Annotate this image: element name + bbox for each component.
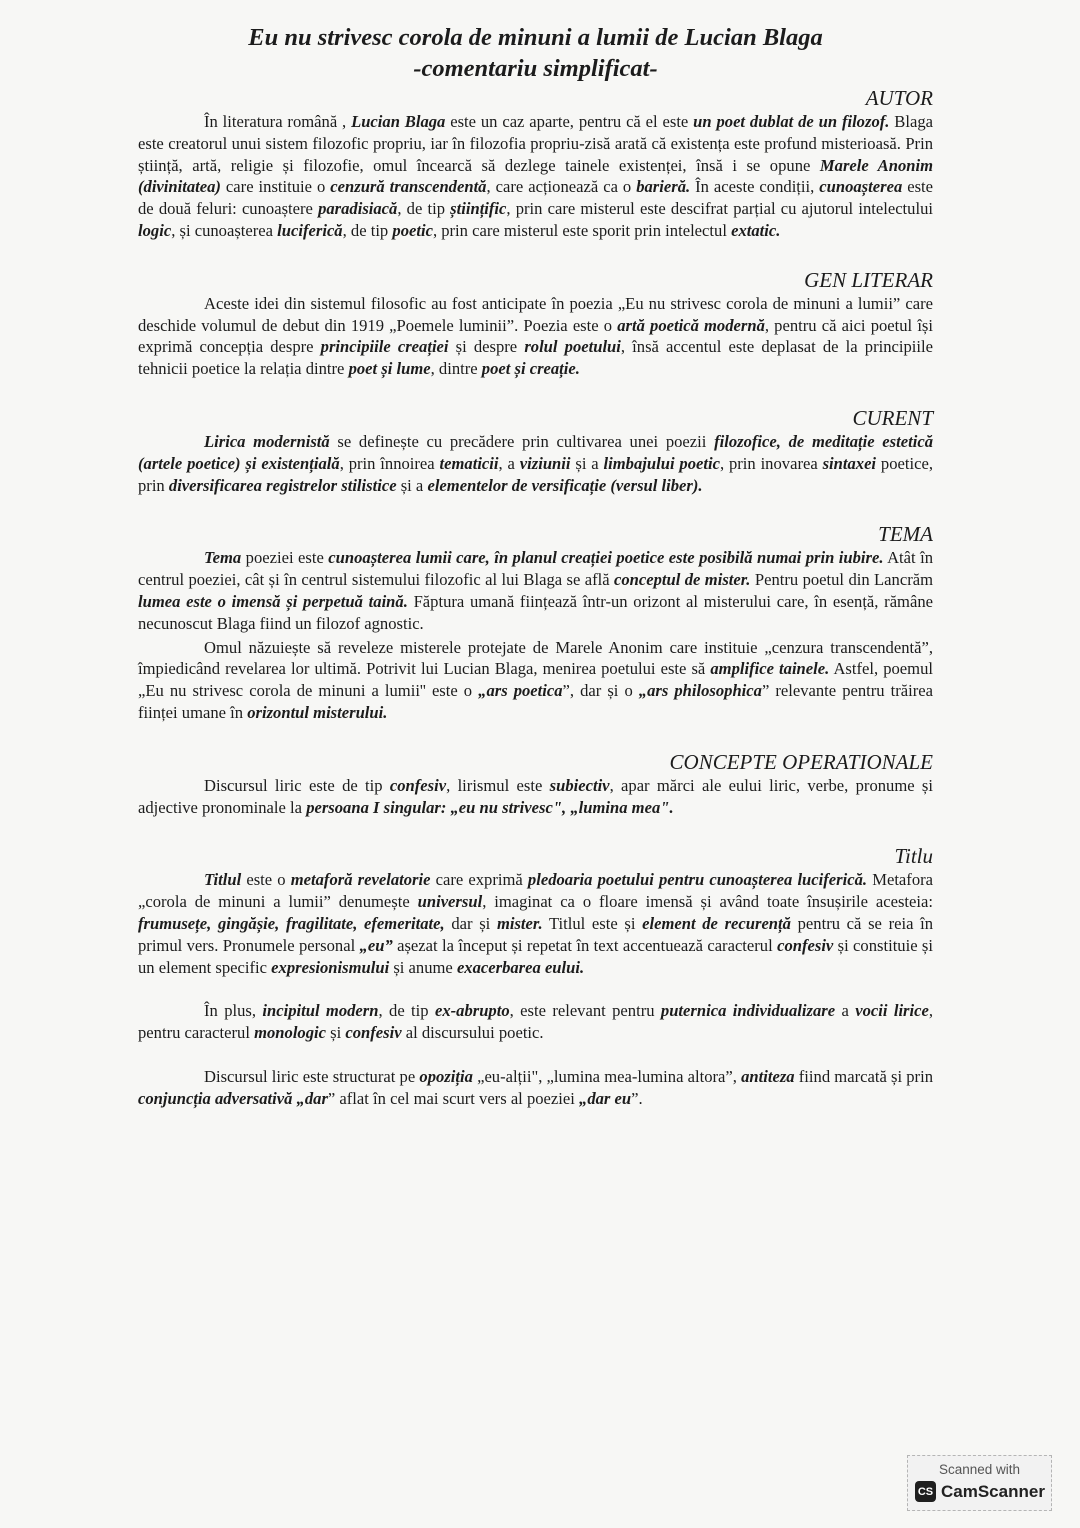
text-run: , de tip <box>378 1001 435 1021</box>
emphasized-text: conceptul de mister. <box>613 570 751 590</box>
paragraph-titlu-1 <box>138 869 933 978</box>
text-run: și <box>326 1023 346 1043</box>
camscanner-brand-name: CamScanner <box>941 1481 1045 1501</box>
text-run: , imaginat ca o floare imensă și având toate însușirile acesteia: <box>482 892 933 912</box>
text-run: Aceste idei din sistemul filosofic au fost anticipate în poezia „Eu nu strivesc corola de minuni a lumii” care deschide volumul de debut din 1919 „Poemele luminii”. Poezia este o <box>138 293 933 335</box>
text-run: poetice, prin <box>138 453 933 495</box>
text-run: este o <box>241 870 291 890</box>
emphasized-text: un poet dublat de un filozof. <box>693 112 890 131</box>
emphasized-text: paradisiacă <box>318 199 398 219</box>
text-run: așezat la început și repetat în text accentuează caracterul <box>392 935 778 955</box>
text-run: În literatura română , <box>204 112 352 131</box>
emphasized-text: subiectiv <box>549 775 610 795</box>
emphasized-text: puternica individualizare <box>660 1001 836 1021</box>
text-run: este de două feluri: cunoaștere <box>138 177 934 219</box>
text-run: , apar mărci ale eului liric, verbe, pronume și adjective pronominale la <box>138 775 934 817</box>
emphasized-text: cunoașterea <box>819 177 903 197</box>
section-heading-gen-literar: GEN LITERAR <box>804 267 933 292</box>
emphasized-text: persoana I singular: „eu nu strivesc", „lumina mea". <box>306 797 674 817</box>
section-autor <box>138 86 933 242</box>
text-run: , de tip <box>342 220 393 240</box>
text-run: ”, dar și o <box>562 681 639 701</box>
emphasized-text: Tema <box>204 548 242 568</box>
text-run: Pentru poetul din Lancrăm <box>750 570 934 590</box>
paragraph-tema-2 <box>138 637 933 724</box>
emphasized-text: luciferică <box>277 220 343 240</box>
text-run: care exprimă <box>430 870 528 890</box>
text-run: poeziei este <box>241 548 329 568</box>
text-run: a <box>835 1001 856 1021</box>
text-run: Metafora „corola de minuni a lumii” denumește <box>138 870 934 912</box>
emphasized-text: extatic. <box>731 220 781 240</box>
section-heading-concepte: CONCEPTE OPERATIONALE <box>669 749 933 774</box>
text-run: , care acționează ca o <box>486 177 637 197</box>
text-run: care instituie o <box>220 177 331 197</box>
emphasized-text: element de recurență <box>642 913 791 933</box>
title-line-1: Eu nu strivesc corola de minuni a lumii de Lucian Blaga <box>248 24 823 51</box>
emphasized-text: poetic <box>392 220 433 240</box>
text-run: , a <box>498 453 520 473</box>
emphasized-text: confesiv <box>389 775 447 795</box>
text-run: , pentru că aici poetul își exprimă concepția despre <box>138 315 933 357</box>
text-run: și a <box>570 453 604 473</box>
text-run: , pentru caracterul <box>138 1001 934 1043</box>
emphasized-text: limbajului poetic <box>603 453 720 473</box>
text-run: și a <box>396 475 428 495</box>
emphasized-text: antiteza <box>741 1066 795 1086</box>
text-run: În aceste condiții, <box>690 177 820 197</box>
text-run: , însă accentul este deplasat de la principiile tehnicii poetice la relația dintre <box>138 337 933 379</box>
text-run: , prin înnoirea <box>339 453 440 473</box>
emphasized-text: logic <box>138 220 172 240</box>
document-title <box>138 22 933 84</box>
text-run: În plus, <box>204 1001 263 1021</box>
title-line-2: -comentariu simplificat- <box>413 55 658 82</box>
emphasized-text: cenzură transcendentă <box>330 177 487 197</box>
text-run: , lirismul este <box>446 775 550 795</box>
paragraph-tema-1 <box>138 547 933 634</box>
emphasized-text: universul <box>417 892 483 912</box>
text-run: , este relevant pentru <box>509 1001 661 1021</box>
paragraph-curent <box>138 431 933 496</box>
emphasized-text: exacerbarea eului. <box>456 957 585 977</box>
text-run: ” relevante pentru trăirea ființei umane în <box>138 681 934 722</box>
text-run: Discursul liric este de tip <box>204 775 390 795</box>
text-run: al discursului poetic. <box>401 1023 544 1043</box>
emphasized-text: lumea este o imensă și perpetuă taină. <box>138 591 408 611</box>
emphasized-text: opoziția <box>419 1066 473 1086</box>
emphasized-text: „ars poetica <box>478 681 563 701</box>
text-run: dar și <box>444 913 497 933</box>
text-run: „eu-alții", „lumina mea-lumina altora”, <box>472 1066 742 1086</box>
emphasized-text: poet și lume <box>348 359 431 379</box>
emphasized-text: viziunii <box>519 453 571 473</box>
emphasized-text: „ars philosophica <box>638 681 762 701</box>
text-run: Astfel, poemul „Eu nu strivesc corola de minuni a lumii'' este o <box>138 659 933 701</box>
emphasized-text: diversificarea registrelor stilistice <box>168 475 397 495</box>
text-run: , dintre <box>430 359 482 379</box>
text-run: și anume <box>389 957 457 977</box>
document-page <box>138 22 933 1110</box>
section-titlu <box>138 844 933 1109</box>
emphasized-text: științific <box>450 199 507 219</box>
text-run: și despre <box>448 337 525 357</box>
camscanner-logo-icon: CS <box>915 1481 936 1502</box>
emphasized-text: confesiv <box>777 935 834 955</box>
emphasized-text: cunoașterea lumii care, în planul creației poetice este posibilă numai prin iubire. <box>328 548 884 568</box>
emphasized-text: mister. <box>496 913 543 933</box>
emphasized-text: confesiv <box>345 1023 402 1043</box>
text-run: Titlul este și <box>542 913 643 933</box>
emphasized-text: Lucian Blaga <box>351 112 446 131</box>
emphasized-text: vocii lirice <box>855 1001 929 1021</box>
paragraph-titlu-3 <box>138 1066 933 1110</box>
section-tema <box>138 522 933 723</box>
text-run: , prin care misterul este sporit prin intelectul <box>432 220 732 240</box>
emphasized-text: monologic <box>254 1023 327 1043</box>
emphasized-text: incipitul modern <box>262 1001 379 1021</box>
emphasized-text: elementelor de versificație (versul liber). <box>427 475 703 495</box>
emphasized-text: pledoaria poetului pentru cunoașterea luciferică. <box>527 870 868 890</box>
emphasized-text: metaforă revelatorie <box>290 870 431 890</box>
emphasized-text: filozofice, de meditație estetică (artele poetice) și existențială <box>138 431 933 473</box>
text-run: se definește cu precădere prin cultivarea unei poezii <box>329 431 715 451</box>
section-heading-titlu: Titlu <box>894 844 933 869</box>
emphasized-text: orizontul misterului. <box>247 702 388 722</box>
emphasized-text: „dar eu <box>579 1088 632 1108</box>
text-run: ” aflat în cel mai scurt vers al poeziei <box>327 1088 580 1108</box>
emphasized-text: artă poetică modernă <box>617 315 765 335</box>
text-run: Omul năzuiește să reveleze misterele protejate de Marele Anonim care instituie „cenzura transcendentă”, împiedicând revelarea lor ultimă. Potrivit lui Lucian Blaga, menirea poetului este să <box>138 637 933 679</box>
emphasized-text: expresionismului <box>271 957 390 977</box>
text-run: , prin inovarea <box>719 453 823 473</box>
section-heading-tema: TEMA <box>878 522 933 547</box>
paragraph-gen-literar <box>138 293 933 380</box>
section-heading-curent: CURENT <box>852 405 933 430</box>
emphasized-text: Lirica modernistă <box>204 431 330 451</box>
text-run: Blaga este creatorul unui sistem filozofic propriu, iar în filozofia propriu-zisă arată că existența este profund misterioasă. Prin știință, artă, religie și filozofie, omul încearcă să dezlege tainele existenței, însă i se opune <box>138 112 933 175</box>
emphasized-text: conjuncția adversativă „dar <box>138 1088 328 1108</box>
emphasized-text: rolul poetului <box>524 337 621 357</box>
section-curent <box>138 406 933 496</box>
text-run: ”. <box>631 1088 643 1108</box>
section-concepte-operationale <box>138 750 933 819</box>
text-run: , și cunoașterea <box>171 220 278 240</box>
emphasized-text: ex-abrupto <box>434 1001 510 1021</box>
emphasized-text: poet și creație. <box>481 359 580 379</box>
emphasized-text: principiile creației <box>320 337 449 357</box>
emphasized-text: Marele Anonim (divinitatea) <box>138 155 933 197</box>
text-run: fiind marcată și prin <box>794 1066 933 1086</box>
camscanner-brand-row <box>915 1481 1045 1502</box>
text-run: și constituie și un element specific <box>138 935 933 977</box>
emphasized-text: Titlul <box>204 870 242 890</box>
emphasized-text: tematicii <box>439 453 499 473</box>
emphasized-text: frumusețe, gingășie, fragilitate, efemeritate, <box>138 913 445 933</box>
emphasized-text: sintaxei <box>822 453 877 473</box>
emphasized-text: barieră. <box>636 177 691 197</box>
text-run: Atât în centrul poeziei, cât și în centrul sistemului filozofic al lui Blaga se află <box>138 548 934 590</box>
camscanner-watermark <box>907 1455 1052 1511</box>
text-run: pentru că se reia în primul vers. Pronumele personal <box>138 913 934 955</box>
emphasized-text: „eu” <box>359 935 393 955</box>
emphasized-text: amplifice tainele. <box>710 659 830 679</box>
text-run: este un caz aparte, pentru că el este <box>445 112 694 131</box>
scanned-with-label: Scanned with <box>938 1462 1021 1477</box>
text-run: Discursul liric este structurat pe <box>204 1066 420 1086</box>
section-gen-literar <box>138 268 933 380</box>
paragraph-concepte <box>138 775 933 819</box>
text-run: , prin care misterul este descifrat parțial cu ajutorul intelectului <box>506 199 933 219</box>
text-run: , de tip <box>397 199 451 219</box>
paragraph-autor <box>138 111 933 242</box>
text-run: Făptura umană ființează într-un orizont al misterului care, în esență, rămâne necunoscut Blaga fiind un filozof agnostic. <box>138 591 933 633</box>
section-heading-autor: AUTOR <box>865 86 933 110</box>
paragraph-titlu-2 <box>138 1000 933 1044</box>
